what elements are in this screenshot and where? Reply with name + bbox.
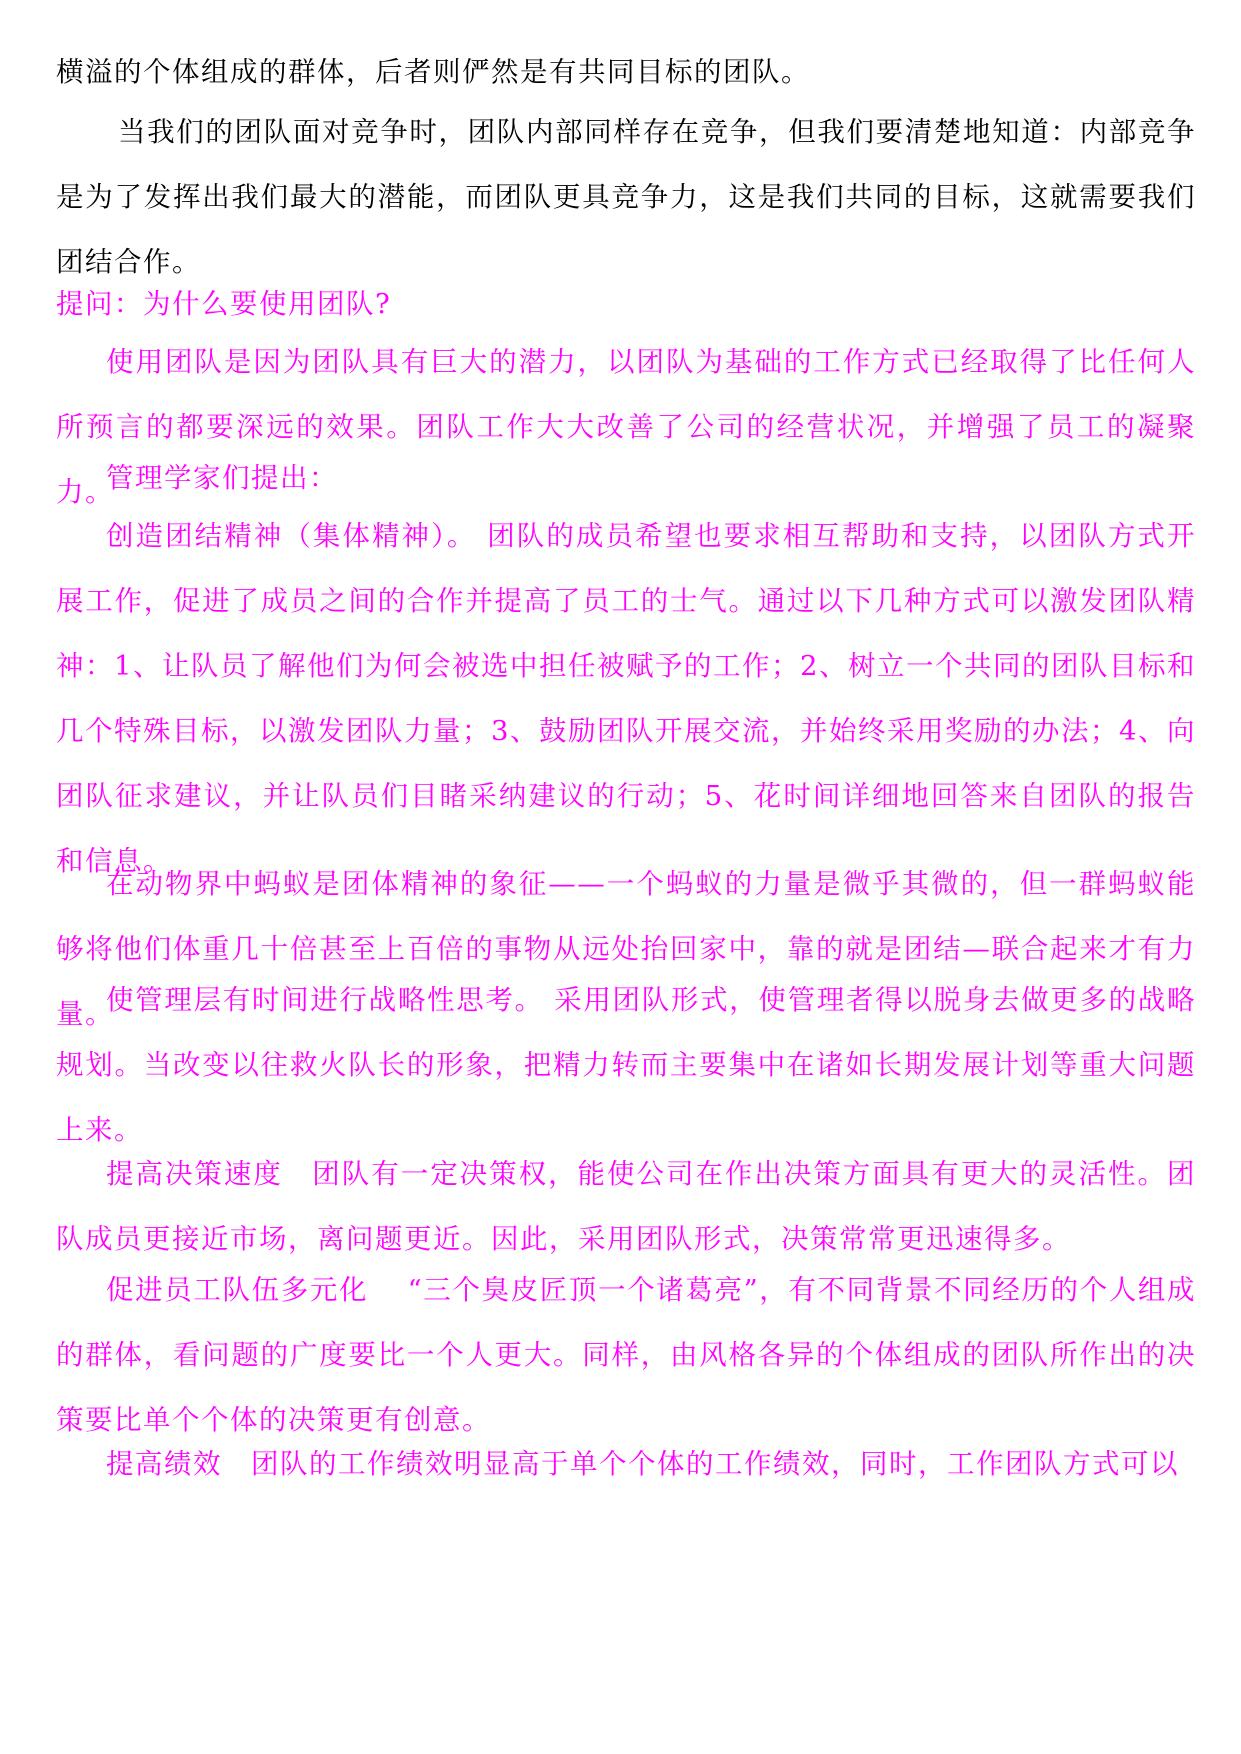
paragraph-team-potential: 使用团队是因为团队具有巨大的潜力，以团队为基础的工作方式已经取得了比任何人所预言的都要深远的效果。团队工作大大改善了公司的经营状况，并增强了员工的凝聚力。	[56, 346, 1196, 508]
paragraph-internal-competition: 当我们的团队面对竞争时，团队内部同样存在竞争，但我们要清楚地知道：内部竞争是为了发挥出我们最大的潜能，而团队更具竞争力，这是我们共同的目标，这就需要我们团结合作。	[56, 116, 1196, 278]
paragraph-continuation: 横溢的个体组成的群体，后者则俨然是有共同目标的团队。	[56, 56, 810, 88]
paragraph-decision-speed: 提高决策速度 团队有一定决策权，能使公司在作出决策方面具有更大的灵活性。团队成员更接近市场，离问题更近。因此，采用团队形式，决策常常更迅速得多。	[56, 1158, 1196, 1255]
paragraph-team-spirit: 创造团结精神（集体精神）。 团队的成员希望也要求相互帮助和支持，以团队方式开展工作，促进了成员之间的合作并提高了员工的士气。通过以下几种方式可以激发团队精神：1、让队员了解他们为何会被选中担任被赋予的工作；2、树立一个共同的团队目标和几个特殊目标，以激发团队力量；3、鼓励团队开展交流，并始终采用奖励的办法；4、向团队征求建议，并让队员们目睹采纳建议的行动；5、花时间详细地回答来自团队的报告和信息。	[56, 520, 1196, 877]
paragraph-ants: 在动物界中蚂蚁是团体精神的象征——一个蚂蚁的力量是微乎其微的，但一群蚂蚁能够将他们体重几十倍甚至上百倍的事物从远处抬回家中，靠的就是团结—联合起来才有力量。	[56, 868, 1196, 1030]
paragraph-diversity: 促进员工队伍多元化 “三个臭皮匠顶一个诸葛亮”，有不同背景不同经历的个人组成的群体，看问题的广度要比一个人更大。同样，由风格各异的个体组成的团队所作出的决策要比单个个体的决策更有创意。	[56, 1274, 1196, 1436]
paragraph-performance: 提高绩效 团队的工作绩效明显高于单个个体的工作绩效，同时，工作团队方式可以	[106, 1448, 1179, 1480]
question-heading: 提问：为什么要使用团队?	[56, 288, 392, 320]
paragraph-strategic-thinking: 使管理层有时间进行战略性思考。 采用团队形式，使管理者得以脱身去做更多的战略规划。当改变以往救火队长的形象，把精力转而主要集中在诸如长期发展计划等重大问题上来。	[56, 984, 1196, 1146]
paragraph-management-experts: 管理学家们提出：	[106, 462, 338, 494]
